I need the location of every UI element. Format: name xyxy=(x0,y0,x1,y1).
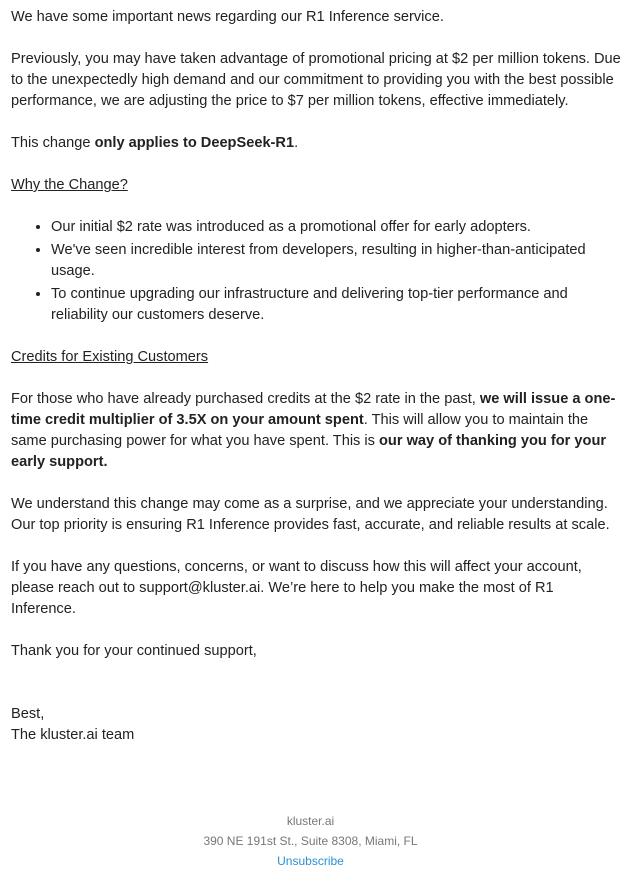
change-paragraph xyxy=(11,133,621,154)
thanks-line: Thank you for your continued support, xyxy=(11,643,257,659)
credits-text-1: For those who have already purchased credits at the $2 rate in the past, xyxy=(11,391,480,407)
why-heading: Why the Change? xyxy=(11,177,128,193)
change-bold: only applies to DeepSeek-R1 xyxy=(94,135,295,151)
credits-text-2: . This will allow you to maintain the same purchasing power for what you have spent. This is xyxy=(11,412,589,449)
change-suffix: . xyxy=(294,135,299,151)
footer-address: 390 NE 191st St., Suite 8308, Miami, FL xyxy=(203,834,418,848)
email-body xyxy=(11,7,621,746)
intro-paragraph: We have some important news regarding our R1 Inference service. xyxy=(11,9,444,25)
previously-paragraph: Previously, you may have taken advantage of promotional pricing at $2 per million tokens. Due to the unexpectedly high demand and our commitment to providing you with the best possible performance, we are adjusting the price to $7 per million tokens, effective immediately. xyxy=(11,51,621,109)
signoff-line: Best, xyxy=(11,706,45,722)
why-item-2: • We've seen incredible interest from developers, resulting in higher-than-anticipated usage. xyxy=(51,240,621,282)
team-line: The kluster.ai team xyxy=(11,727,135,743)
credits-paragraph xyxy=(11,389,621,473)
footer-company: kluster.ai xyxy=(286,814,335,828)
credits-heading: Credits for Existing Customers xyxy=(11,349,209,365)
why-item-3: • To continue upgrading our infrastructure and delivering top-tier performance and reliability our customers deserve. xyxy=(51,284,621,326)
unsubscribe-link[interactable]: Unsubscribe xyxy=(277,854,344,868)
questions-paragraph: If you have any questions, concerns, or want to discuss how this will affect your account, please reach out to support@kluster.ai. We’re here to help you make the most of R1 Inference. xyxy=(11,559,582,617)
why-list xyxy=(11,217,621,326)
credits-bold-2: our way of thanking you for your early support. xyxy=(11,433,607,470)
understand-paragraph: We understand this change may come as a surprise, and we appreciate your understanding. Our top priority is ensuring R1 Inference provides fast, accurate, and reliable results at scale. xyxy=(11,496,610,533)
spacer xyxy=(11,683,621,704)
email-footer xyxy=(0,811,621,871)
change-prefix: This change xyxy=(11,135,95,151)
credits-bold-1: we will issue a one-time credit multiplier of 3.5X on your amount spent xyxy=(11,391,616,428)
why-item-1: • Our initial $2 rate was introduced as a promotional offer for early adopters. xyxy=(51,217,621,238)
